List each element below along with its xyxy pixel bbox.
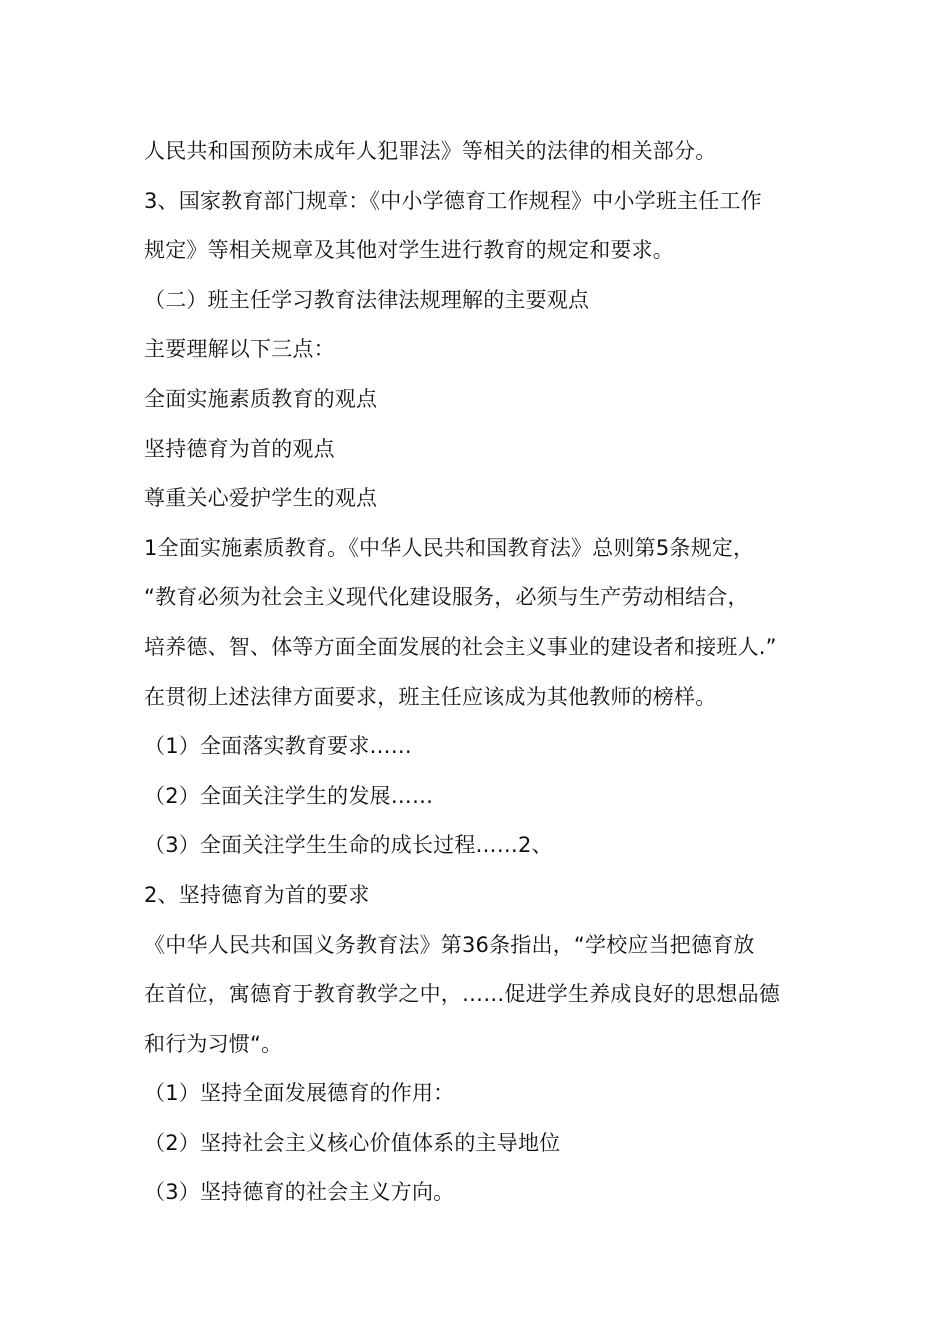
text-line: 和行为习惯“。 <box>144 1031 283 1056</box>
list-item: （3）全面关注学生生命的成长过程……2、 <box>144 833 553 858</box>
text-line: 《中华人民共和国义务教育法》第36条指出，“学校应当把德育放 <box>144 932 755 957</box>
document-body <box>144 127 814 1218</box>
list-item: （3）坚持德育的社会主义方向。 <box>144 1180 455 1205</box>
list-item: 坚持德育为首的观点 <box>144 436 335 461</box>
section-heading: 2、坚持德育为首的要求 <box>144 882 370 907</box>
list-item: 尊重关心爱护学生的观点 <box>144 486 378 511</box>
list-item: （1）全面落实教育要求…… <box>144 734 412 759</box>
text-line: 规定》等相关规章及其他对学生进行教育的规定和要求。 <box>144 238 674 263</box>
text-line: 主要理解以下三点： <box>144 337 335 362</box>
text-line: 培养德、智、体等方面全面发展的社会主义事业的建设者和接班人.” <box>144 634 777 659</box>
list-item: 全面实施素质教育的观点 <box>144 386 378 411</box>
text-line: 1全面实施素质教育。《中华人民共和国教育法》总则第5条规定， <box>144 535 755 560</box>
text-line: 3、国家教育部门规章：《中小学德育工作规程》中小学班主任工作 <box>144 188 762 213</box>
section-heading: （二）班主任学习教育法律法规理解的主要观点 <box>144 287 590 312</box>
text-line: “教育必须为社会主义现代化建设服务，必须与生产劳动相结合， <box>144 585 749 610</box>
text-line: 在贯彻上述法律方面要求，班主任应该成为其他教师的榜样。 <box>144 684 717 709</box>
list-item: （2）全面关注学生的发展…… <box>144 783 434 808</box>
list-item: （1）坚持全面发展德育的作用： <box>144 1081 455 1106</box>
text-line: 在首位，寓德育于教育教学之中，……促进学生养成良好的思想品德 <box>144 982 780 1007</box>
text-line: 人民共和国预防未成年人犯罪法》等相关的法律的相关部分。 <box>144 139 717 163</box>
list-item: （2）坚持社会主义核心价值体系的主导地位 <box>144 1130 561 1155</box>
